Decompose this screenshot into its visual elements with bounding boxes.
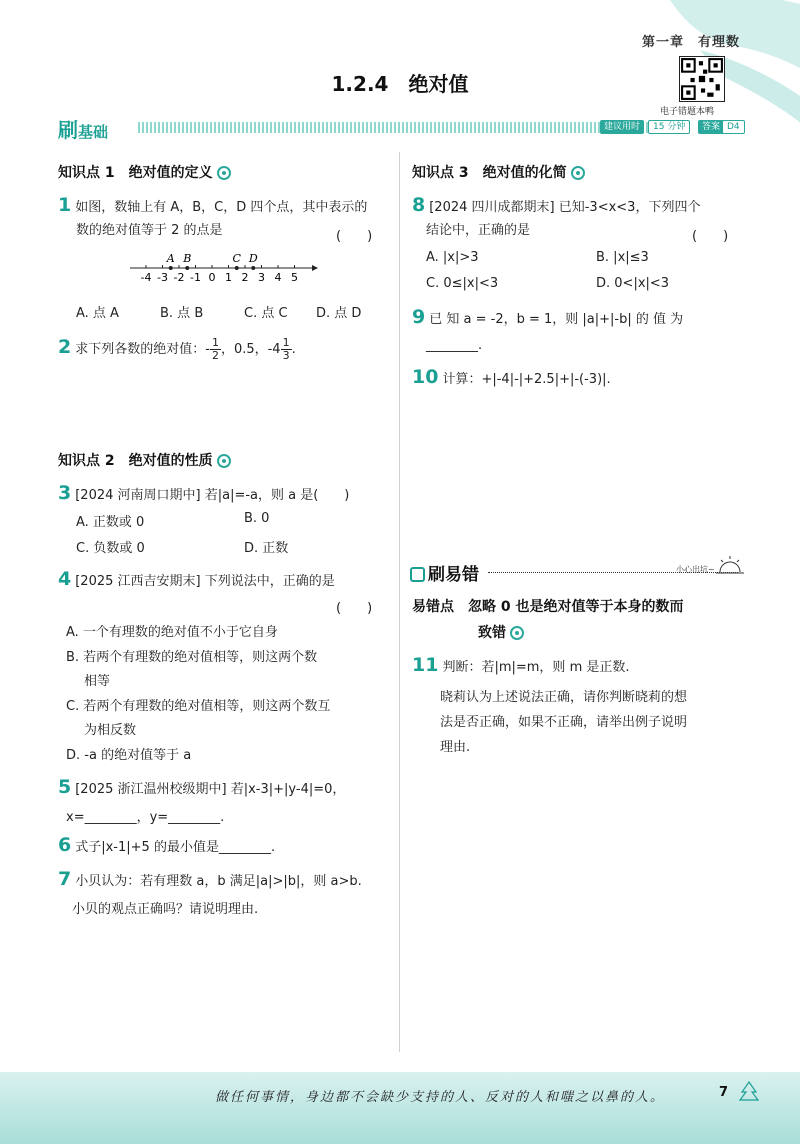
chapter-label: 第一章 有理数 (641, 35, 740, 50)
q3-option-b: B. 0 (244, 511, 270, 526)
q4-option-b-cont: 相等 (84, 674, 111, 689)
q8-option-a: A. |x|>3 (426, 250, 479, 265)
error-point-title2: 致错 (478, 625, 506, 641)
number-line-point-label: B (183, 252, 192, 265)
q1-line1: 如图，数轴上有 A，B，C，D 四个点，其中表示的 (75, 200, 368, 215)
section-k1-label: 知识点 1 (58, 165, 115, 181)
q7-number: 7 (58, 868, 72, 890)
question-1 (58, 192, 367, 221)
number-line-tick-label: 3 (258, 271, 265, 284)
q2-fraction-2 (281, 337, 292, 362)
section-k3-label: 知识点 3 (412, 165, 469, 181)
target-icon (217, 166, 231, 180)
number-line-point-label: C (232, 252, 241, 265)
q4-answer-paren: ( ) (336, 601, 373, 616)
time-value: 15 分钟 (648, 120, 690, 134)
q4-option-a: A. 一个有理数的绝对值不小于它自身 (66, 625, 278, 640)
q2-number: 2 (58, 336, 72, 358)
q4-option-d: D. -a 的绝对值等于 a (66, 748, 192, 763)
q3-number: 3 (58, 482, 72, 504)
section-k2-label: 知识点 2 (58, 453, 115, 469)
question-4 (58, 566, 335, 595)
number-line (128, 244, 318, 284)
q1-option-c: C. 点 C (244, 306, 288, 321)
number-line-tick-label: -4 (140, 271, 152, 284)
number-line-tick-label: -1 (190, 271, 201, 284)
q10-number: 10 (412, 366, 439, 388)
banner-strip (138, 122, 653, 133)
question-5 (58, 774, 345, 803)
error-banner-icon (410, 567, 425, 582)
tree-icon (734, 1080, 764, 1102)
number-line-tick-label: 4 (274, 271, 282, 284)
target-icon (217, 454, 231, 468)
number-line-point (169, 266, 173, 270)
q5-line2: x=________，y=________. (66, 810, 225, 825)
q4-option-b: B. 若两个有理数的绝对值相等，则这两个数 (66, 650, 318, 665)
banner-head (58, 114, 108, 143)
column-divider (399, 152, 400, 1052)
section-k3 (412, 162, 585, 182)
q8-text: [2024 四川成都期末] 已知-3<x<3，下列四个 (429, 200, 701, 215)
q2-end: . (291, 342, 296, 357)
q8-answer-paren: ( ) (692, 229, 729, 244)
q8-option-b: B. |x|≤3 (596, 250, 649, 265)
error-banner-title: 刷易错 (428, 565, 479, 585)
number-line-tick-label: 2 (241, 271, 249, 284)
section-k1-title: 绝对值的定义 (128, 165, 213, 181)
qr-label: 电子错题本鸭 (660, 107, 715, 117)
number-line-point (235, 266, 239, 270)
q9-line2: ________. (426, 338, 483, 353)
q7-line2: 小贝的观点正确吗？请说明理由. (72, 902, 259, 917)
q8-option-c: C. 0≤|x|<3 (426, 276, 499, 291)
q5-number: 5 (58, 776, 72, 798)
answer-tag: 答案 (698, 120, 724, 134)
error-point-cont (478, 622, 524, 642)
q7-text: 小贝认为：若有理数 a，b 满足|a|>|b|，则 a>b. (75, 874, 362, 889)
footer-band (0, 1072, 800, 1144)
q3-option-d: D. 正数 (244, 541, 289, 556)
q2-prefix: 求下列各数的绝对值：- (75, 342, 210, 357)
q9-number: 9 (412, 306, 426, 328)
q8-number: 8 (412, 194, 426, 216)
question-6 (58, 832, 275, 861)
number-line-tick-label: -3 (157, 271, 168, 284)
q11-line-3: 理由. (440, 740, 471, 755)
number-line-point (185, 266, 189, 270)
number-line-tick-label: 1 (225, 271, 232, 284)
q1-option-a: A. 点 A (76, 306, 119, 321)
error-point (412, 596, 684, 616)
time-tag: 建议用时 (600, 120, 644, 134)
question-7 (58, 866, 362, 895)
question-11 (412, 652, 630, 681)
error-banner-head (410, 560, 479, 585)
error-point-label: 易错点 (412, 599, 454, 615)
q11-line-1: 晓莉认为上述说法正确，请你判断晓莉的想 (440, 690, 688, 705)
page-title: 1.2.4 绝对值 (331, 72, 469, 96)
target-icon (510, 626, 524, 640)
q1-number: 1 (58, 194, 72, 216)
q4-option-c-cont: 为相反数 (84, 723, 137, 738)
q5-text: [2025 浙江温州校级期中] 若|x-3|+|y-4|=0， (75, 782, 346, 797)
number-line-point-label: A (166, 252, 175, 265)
section-k2 (58, 450, 231, 470)
q3-text: [2024 河南周口期中] 若|a|=-a，则 a 是( ) (75, 488, 350, 503)
qr-code-icon[interactable] (679, 56, 725, 102)
question-3 (58, 480, 349, 509)
section-k2-title: 绝对值的性质 (128, 453, 213, 469)
question-8 (412, 192, 700, 221)
q2-f2-den: 3 (282, 349, 290, 362)
q1-option-b: B. 点 B (160, 306, 204, 321)
q9-text: 已 知 a = -2，b = 1，则 |a|+|-b| 的 值 为 (429, 312, 684, 327)
error-banner-note: 小心出坑~ (676, 565, 715, 574)
error-banner (410, 560, 745, 584)
number-line-arrow (312, 265, 318, 271)
number-line-point-label: D (248, 252, 258, 265)
q8-option-d: D. 0<|x|<3 (596, 276, 670, 291)
q4-option-c: C. 若两个有理数的绝对值相等，则这两个数互 (66, 699, 331, 714)
question-10 (412, 364, 611, 393)
q8-line2: 结论中，正确的是 (426, 223, 531, 238)
basics-banner (58, 116, 744, 142)
sun-icon (716, 554, 744, 576)
banner-head-big: 刷 (58, 118, 78, 142)
q11-text: 判断：若|m|=m，则 m 是正数. (442, 660, 630, 675)
question-9 (412, 304, 683, 333)
question-2 (58, 334, 296, 363)
q2-fraction-1 (210, 337, 221, 362)
number-line-tick-label: -2 (173, 271, 185, 284)
q2-mid: ，0.5，-4 (220, 342, 281, 357)
q10-text: 计算：+|-4|-|+2.5|+|-(-3)|. (442, 372, 611, 387)
number-line-tick-label: 5 (291, 271, 298, 284)
q1-line2: 数的绝对值等于 2 的点是 (76, 223, 223, 238)
q6-text: 式子|x-1|+5 的最小值是________. (75, 840, 276, 855)
q4-number: 4 (58, 568, 72, 590)
target-icon (571, 166, 585, 180)
q6-number: 6 (58, 834, 72, 856)
q2-f2-num: 1 (282, 336, 290, 349)
footer-quote: 做任何事情，身边都不会缺少支持的人、反对的人和嗤之以鼻的人。 (215, 1090, 666, 1105)
q2-f1-den: 2 (211, 349, 219, 362)
error-point-title: 忽略 0 也是绝对值等于本身的数而 (468, 599, 684, 615)
q3-option-c: C. 负数或 0 (76, 541, 145, 556)
q11-number: 11 (412, 654, 439, 676)
section-k1 (58, 162, 231, 182)
q2-f1-num: 1 (211, 336, 219, 349)
q4-text: [2025 江西吉安期末] 下列说法中，正确的是 (75, 574, 335, 589)
q1-option-d: D. 点 D (316, 306, 362, 321)
page-number: 7 (719, 1085, 729, 1100)
q11-line-2: 法是否正确，如果不正确，请举出例子说明 (440, 715, 688, 730)
answer-value: D4 (722, 120, 745, 134)
number-line-point (251, 266, 255, 270)
number-line-tick-label: 0 (208, 271, 216, 284)
banner-head-small: 基础 (78, 123, 109, 141)
q3-option-a: A. 正数或 0 (76, 515, 145, 530)
q1-answer-paren: ( ) (336, 229, 373, 244)
section-k3-title: 绝对值的化简 (482, 165, 567, 181)
